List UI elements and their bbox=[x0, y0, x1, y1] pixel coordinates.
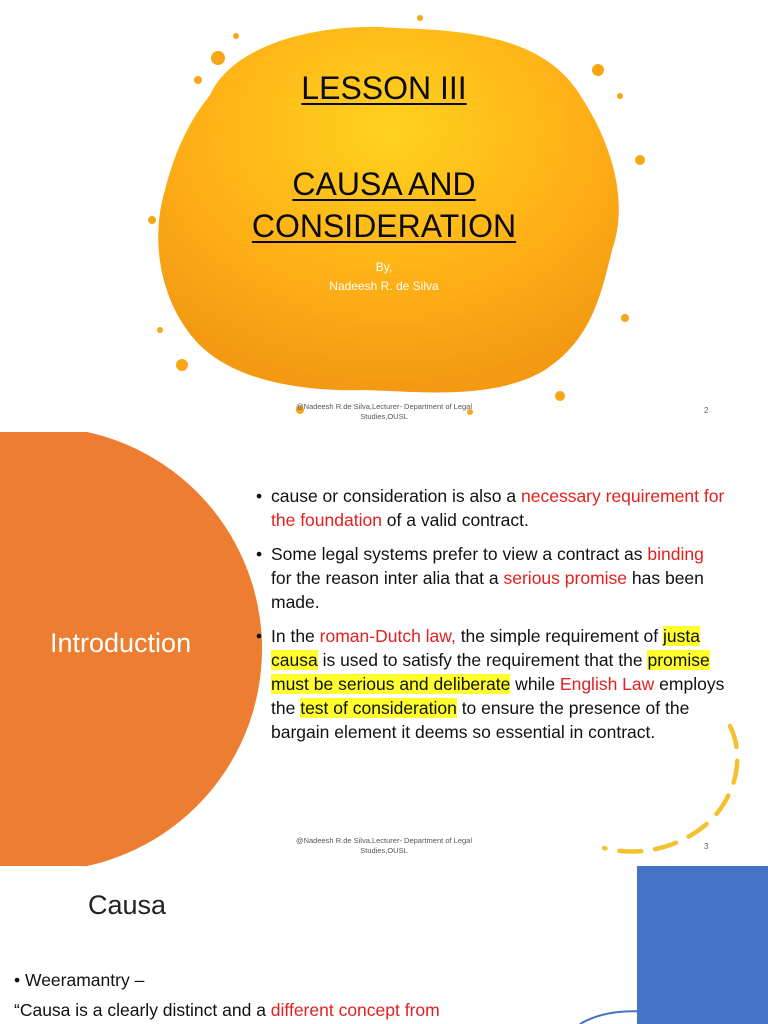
section-title: Introduction bbox=[50, 628, 192, 658]
author-name: Nadeesh R. de Silva bbox=[329, 279, 439, 293]
title-causa-and: CAUSA AND bbox=[292, 166, 476, 202]
bullet-text: Some legal systems prefer to view a contract as bbox=[271, 544, 648, 564]
bullet-text: for the reason inter alia that a bbox=[271, 568, 504, 588]
section-title: Causa bbox=[88, 890, 167, 920]
page-number: 2 bbox=[704, 406, 709, 415]
bullet-text: employs the bbox=[271, 674, 725, 718]
quote-line bbox=[14, 1000, 440, 1021]
quote-text: “Causa is a clearly distinct and a bbox=[14, 1000, 271, 1020]
slide-title bbox=[0, 0, 768, 432]
title-lesson: LESSON III bbox=[301, 70, 467, 106]
slide-introduction bbox=[0, 432, 768, 866]
slide-causa bbox=[0, 866, 768, 1024]
bullet-text: to ensure the presence of the bargain element it deems so essential in contract. bbox=[271, 698, 690, 742]
blue-arc bbox=[560, 1006, 680, 1024]
page-number: 3 bbox=[704, 842, 709, 851]
bullet-weeramantry: • Weeramantry – bbox=[14, 970, 145, 990]
bullet-item bbox=[256, 624, 726, 744]
bullet-item bbox=[256, 484, 726, 532]
footer-line1: @Nadeesh R.de Silva,Lecturer- Department of Legal bbox=[295, 402, 473, 411]
quote-red-text: different concept from bbox=[270, 1000, 440, 1020]
footer-line1: @Nadeesh R.de Silva,Lecturer- Department of Legal bbox=[295, 836, 473, 845]
bullet-text: has been made. bbox=[271, 568, 704, 612]
red-text: serious promise bbox=[503, 568, 628, 588]
bullet-text: of a valid contract. bbox=[381, 510, 529, 530]
highlighted-text: test of consideration bbox=[300, 698, 457, 718]
red-text: binding bbox=[647, 544, 704, 564]
bullet-list bbox=[256, 484, 726, 754]
bullet-text: is used to satisfy the requirement that the bbox=[317, 650, 648, 670]
title-consideration: CONSIDERATION bbox=[251, 208, 517, 244]
bullet-text: Weeramantry – bbox=[25, 970, 145, 990]
red-text: roman-Dutch law, bbox=[319, 626, 456, 646]
highlighted-text: promise must be serious and deliberate bbox=[271, 650, 710, 694]
bullet-text: cause or consideration is also a bbox=[271, 486, 521, 506]
footer-line2: Studies,OUSL bbox=[360, 412, 408, 421]
bullet-item bbox=[256, 542, 726, 614]
bullet-text: while bbox=[510, 674, 560, 694]
slide2-footer bbox=[264, 836, 504, 856]
bullet-text: In the bbox=[271, 626, 320, 646]
highlighted-text: justa causa bbox=[271, 626, 700, 670]
blue-accent-block bbox=[637, 866, 768, 1024]
slide1-footer bbox=[264, 402, 504, 422]
footer-line2: Studies,OUSL bbox=[360, 846, 408, 855]
red-text: English Law bbox=[559, 674, 655, 694]
by-label: By, bbox=[375, 260, 393, 274]
bullet-text: the simple requirement of bbox=[455, 626, 664, 646]
red-text: necessary requirement for the foundation bbox=[271, 486, 725, 530]
